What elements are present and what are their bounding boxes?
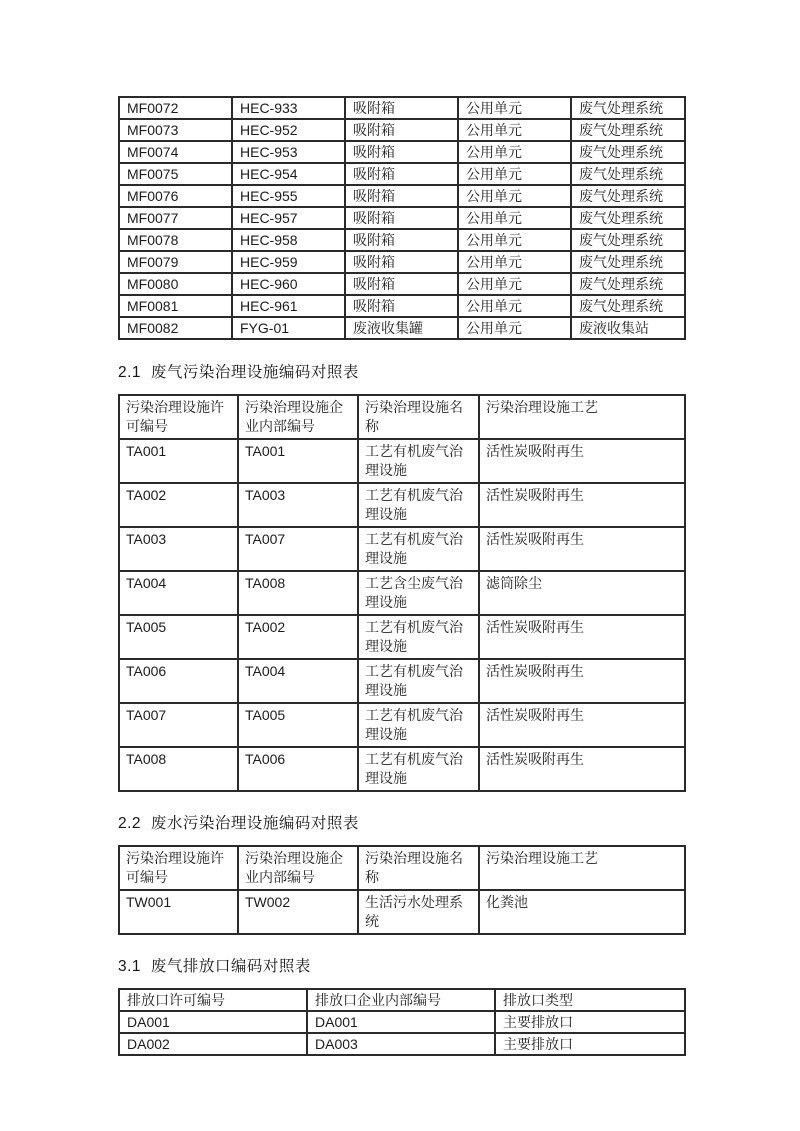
table-cell: 工艺有机废气治理设施	[358, 703, 479, 747]
table-cell: 废液收集站	[571, 317, 685, 339]
table-cell: 废气处理系统	[571, 229, 685, 251]
table-cell: 公用单元	[458, 273, 571, 295]
waste-gas-facility-code-table	[118, 394, 686, 792]
table-row	[119, 1033, 685, 1055]
table-row	[119, 295, 685, 317]
header-cell: 排放口企业内部编号	[307, 989, 495, 1011]
table-cell: 工艺有机废气治理设施	[358, 527, 479, 571]
waste-gas-outlet-code-table	[118, 988, 686, 1056]
header-row	[119, 395, 685, 439]
table-row	[119, 747, 685, 791]
table-cell: 吸附箱	[345, 97, 458, 119]
table-cell: HEC-958	[232, 229, 345, 251]
table-cell: TW002	[238, 890, 358, 934]
table-cell: TA004	[238, 659, 358, 703]
table-cell: TA003	[119, 527, 238, 571]
table-cell: HEC-961	[232, 295, 345, 317]
table-row	[119, 185, 685, 207]
table-row	[119, 571, 685, 615]
header-cell: 污染治理设施企业内部编号	[238, 846, 358, 890]
table-row	[119, 273, 685, 295]
section-heading-3-1: 3.1 废气排放口编码对照表	[118, 958, 311, 975]
table-cell: HEC-954	[232, 163, 345, 185]
table-cell: 活性炭吸附再生	[479, 659, 685, 703]
table-cell: 废气处理系统	[571, 141, 685, 163]
table-cell: DA002	[119, 1033, 307, 1055]
table-cell: TA007	[238, 527, 358, 571]
table-cell: MF0079	[119, 251, 232, 273]
table-row	[119, 163, 685, 185]
table-row	[119, 317, 685, 339]
table-cell: MF0072	[119, 97, 232, 119]
table-cell: 主要排放口	[495, 1011, 685, 1033]
header-cell: 污染治理设施许可编号	[119, 846, 238, 890]
table-cell: HEC-953	[232, 141, 345, 163]
table-row	[119, 1011, 685, 1033]
section-heading-2-1: 2.1 废气污染治理设施编码对照表	[118, 364, 359, 381]
waste-water-facility-code-table	[118, 845, 686, 935]
table-cell: MF0081	[119, 295, 232, 317]
header-cell: 排放口类型	[495, 989, 685, 1011]
header-row	[119, 846, 685, 890]
table-cell: 工艺有机废气治理设施	[358, 483, 479, 527]
table-cell: 活性炭吸附再生	[479, 703, 685, 747]
table-row	[119, 703, 685, 747]
table-cell: 吸附箱	[345, 207, 458, 229]
table-cell: 废气处理系统	[571, 97, 685, 119]
table-cell: MF0080	[119, 273, 232, 295]
table-cell: 吸附箱	[345, 229, 458, 251]
table-cell: TW001	[119, 890, 238, 934]
table-cell: HEC-959	[232, 251, 345, 273]
header-cell: 排放口许可编号	[119, 989, 307, 1011]
table-row	[119, 97, 685, 119]
table-cell: TA001	[119, 439, 238, 483]
table-cell: HEC-952	[232, 119, 345, 141]
table-cell: 公用单元	[458, 229, 571, 251]
table-cell: TA007	[119, 703, 238, 747]
table-cell: TA005	[119, 615, 238, 659]
table-row	[119, 251, 685, 273]
table-cell: FYG-01	[232, 317, 345, 339]
table-cell: MF0076	[119, 185, 232, 207]
section-heading-2-2: 2.2 废水污染治理设施编码对照表	[118, 815, 359, 832]
header-cell: 污染治理设施名称	[358, 395, 479, 439]
table-cell: MF0078	[119, 229, 232, 251]
table-cell: 公用单元	[458, 295, 571, 317]
table-cell: TA005	[238, 703, 358, 747]
header-cell: 污染治理设施名称	[358, 846, 479, 890]
table-cell: 公用单元	[458, 141, 571, 163]
table-cell: 废气处理系统	[571, 273, 685, 295]
table-cell: MF0073	[119, 119, 232, 141]
table-cell: 公用单元	[458, 251, 571, 273]
table-row	[119, 615, 685, 659]
table-cell: DA003	[307, 1033, 495, 1055]
table-cell: TA002	[119, 483, 238, 527]
table-cell: 废气处理系统	[571, 119, 685, 141]
header-cell: 污染治理设施工艺	[479, 846, 685, 890]
table-cell: 生活污水处理系统	[358, 890, 479, 934]
table-cell: 废液收集罐	[345, 317, 458, 339]
table-cell: DA001	[119, 1011, 307, 1033]
table-cell: 活性炭吸附再生	[479, 439, 685, 483]
table-row	[119, 890, 685, 934]
table-cell: 吸附箱	[345, 251, 458, 273]
table-cell: HEC-957	[232, 207, 345, 229]
table-cell: 公用单元	[458, 317, 571, 339]
table-cell: HEC-960	[232, 273, 345, 295]
table-cell: MF0074	[119, 141, 232, 163]
page-content	[118, 0, 684, 1056]
table-cell: HEC-933	[232, 97, 345, 119]
table-cell: 工艺有机废气治理设施	[358, 747, 479, 791]
table-cell: DA001	[307, 1011, 495, 1033]
table-cell: TA006	[119, 659, 238, 703]
table-cell: 吸附箱	[345, 185, 458, 207]
table-cell: 公用单元	[458, 185, 571, 207]
table-cell: 吸附箱	[345, 163, 458, 185]
table-row	[119, 207, 685, 229]
equipment-code-table	[118, 96, 686, 340]
header-cell: 污染治理设施企业内部编号	[238, 395, 358, 439]
table-cell: 吸附箱	[345, 273, 458, 295]
table-cell: TA008	[238, 571, 358, 615]
table-cell: 滤筒除尘	[479, 571, 685, 615]
table-cell: 废气处理系统	[571, 207, 685, 229]
table-cell: 活性炭吸附再生	[479, 747, 685, 791]
table-row	[119, 527, 685, 571]
table-cell: HEC-955	[232, 185, 345, 207]
table-cell: 公用单元	[458, 207, 571, 229]
table-cell: 化粪池	[479, 890, 685, 934]
table-cell: TA004	[119, 571, 238, 615]
header-cell: 污染治理设施许可编号	[119, 395, 238, 439]
table-cell: 主要排放口	[495, 1033, 685, 1055]
table-cell: MF0077	[119, 207, 232, 229]
table-cell: 废气处理系统	[571, 295, 685, 317]
table-cell: 工艺有机废气治理设施	[358, 439, 479, 483]
table-cell: 公用单元	[458, 163, 571, 185]
table-cell: 工艺含尘废气治理设施	[358, 571, 479, 615]
table-cell: 公用单元	[458, 119, 571, 141]
table-cell: 活性炭吸附再生	[479, 615, 685, 659]
table-cell: 公用单元	[458, 97, 571, 119]
table-row	[119, 141, 685, 163]
table-cell: 活性炭吸附再生	[479, 527, 685, 571]
table-cell: MF0075	[119, 163, 232, 185]
header-cell: 污染治理设施工艺	[479, 395, 685, 439]
table-cell: 吸附箱	[345, 141, 458, 163]
table-row	[119, 483, 685, 527]
table-cell: 废气处理系统	[571, 163, 685, 185]
table-cell: MF0082	[119, 317, 232, 339]
table-row	[119, 229, 685, 251]
table-cell: TA003	[238, 483, 358, 527]
table-cell: TA006	[238, 747, 358, 791]
table-cell: 工艺有机废气治理设施	[358, 615, 479, 659]
table-cell: 活性炭吸附再生	[479, 483, 685, 527]
table-cell: 工艺有机废气治理设施	[358, 659, 479, 703]
table-cell: 废气处理系统	[571, 251, 685, 273]
table-row	[119, 119, 685, 141]
table-cell: TA002	[238, 615, 358, 659]
table-cell: 吸附箱	[345, 119, 458, 141]
table-cell: 吸附箱	[345, 295, 458, 317]
table-row	[119, 659, 685, 703]
table-cell: 废气处理系统	[571, 185, 685, 207]
table-row	[119, 439, 685, 483]
table-cell: TA001	[238, 439, 358, 483]
header-row	[119, 989, 685, 1011]
table-cell: TA008	[119, 747, 238, 791]
